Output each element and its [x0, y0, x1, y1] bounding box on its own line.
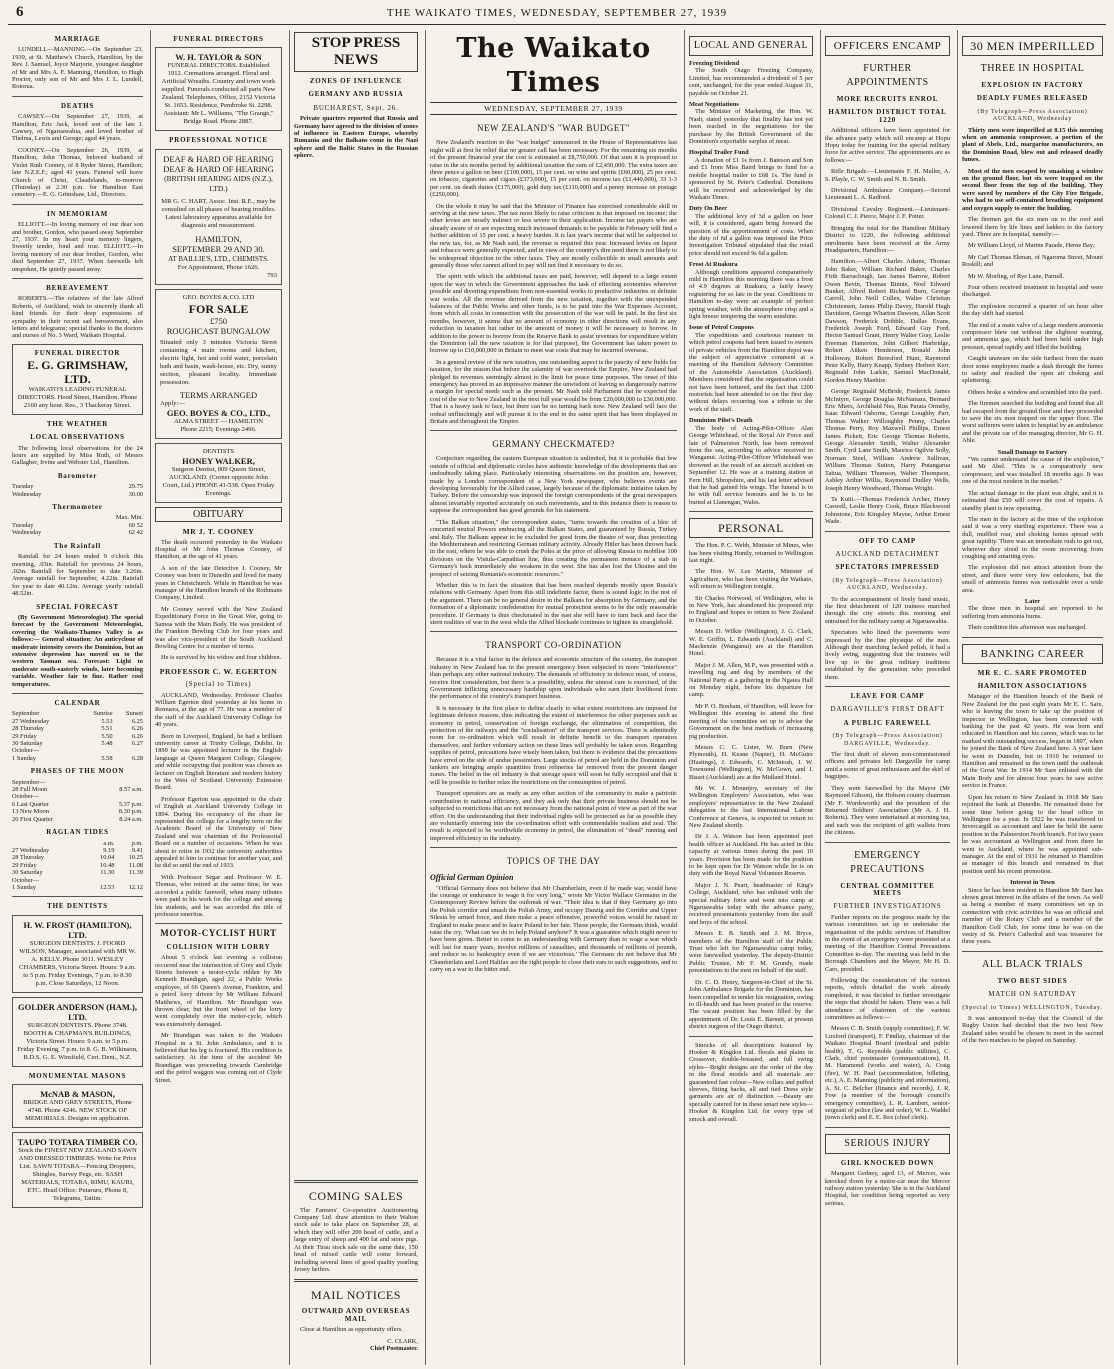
page-masthead	[8, 4, 1106, 25]
sale-address: ALMA STREET — HAMILTON	[173, 417, 264, 425]
tides-heading: RAGLAN TIDES	[46, 828, 109, 837]
moon-table	[12, 779, 143, 823]
page-number: 6	[16, 4, 24, 20]
table-row: October—	[12, 747, 39, 755]
taylor-name: W. H. TAYLOR & SON	[175, 52, 262, 63]
hearing-place: HAMILTON,	[195, 233, 242, 244]
editorial-paragraph: It is necessary in the first place to define clearly to what extent restrictions are imposed for legitimate defence reasons, thus indicating the extent of interference for other purposes such as economy in petrol, conservation of foreign exchange, the elimination of competition, the protection of the railways and the "socialisation" of the transport services. There is admittedly room for co-ordination which will result in definite benefit to the transport operators themselves, and further voluntary action on these lines will probably be taken soon. Regarding supplies of petrol, precautions have wisely been taken, but there is evidence that the precautions have erred on the side of undue pessimism. Large stocks of petrol are held in the Dominion and tankers are bringing ample quantities from refineries far removed from the present danger zones. The belief in the oil industry is that storage space will soon be fully occupied and that it will be possible to further relax the restrictions on the consumption of petrol.	[430, 704, 677, 786]
masons-ad	[12, 1084, 143, 1128]
thermometer-table	[12, 514, 143, 536]
victim-name: Mr William Lloyd, of Marine Parade, Herne Bay;	[968, 242, 1095, 250]
article-paragraph: Spectators who lined the pavements were impressed by the fine physique of the men. Although their marching lacked polish, it had a lively swing, suggesting that the trainees will live up to the great military traditions established by the generation who preceded them.	[825, 629, 950, 681]
stop-press-blank-space	[294, 164, 418, 1174]
barometer-table	[12, 483, 143, 498]
zones-subheading: GERMANY AND RUSSIA	[308, 90, 404, 99]
personal-item: The Hon. P. C. Webb, Minister of Mines, who has been visiting Huntly, returned to Wellington last night.	[689, 542, 813, 564]
hearing-venue: AT BAILLIE'S, LTD., CHEMISTS.	[168, 254, 269, 263]
walker-name: HONEY WALKER,	[182, 455, 255, 466]
article-paragraph: Additional officers have been appointed for the advance party which will encamp at Hopu Hopu today for training for the special military force for active service. The appointments are as follows:—	[825, 127, 950, 164]
dentist-name: H. W. FROST (HAMILTON), LTD.	[23, 919, 132, 940]
editorial-date: WEDNESDAY, SEPTEMBER 27, 1939	[430, 102, 677, 115]
dentist-name: GOLDER ANDERSON (HAM.), LTD.	[17, 1001, 137, 1022]
item-text: The expeditious and courteous manner in which petrol coupons had been issued to owners of private vehicles from the Hamilton depot was the subject of appreciative comment at a meeting of the Hamilton Advisory Committee of the Automobile Association (Auckland). Members considered that the organisation could not have been bettered, and the fact that 1200 motorists had been attended to on the first day without delays occurring was a tribute to the work of the staff.	[689, 331, 813, 413]
mail-heading: MAIL NOTICES	[311, 1288, 401, 1303]
dentist-text: SURGEON DENTISTS. J. FOORD WILSON, Manager, associated with MR W. A. KELLY. Phone 3011. WESLEY CHAMBERS, Victoria Street. Hours: 9 a.m. to 5 p.m. Friday Evenings, 7 p.m. to 8.30 p.m. Close Saturdays, 12 Noon.	[19, 939, 136, 987]
article-paragraph: Te Kuiti.—Thomas Frederick Archer, Henry Caswell, Leslie Henry Cook, Bruce Blackwood Johnstone, Eric Kingsley Mayne, Arthur Ernest Wade.	[825, 495, 950, 526]
motor-subheading: COLLISION WITH LORRY	[166, 942, 271, 951]
mail-signature-title: Chief Postmaster.	[369, 1344, 418, 1352]
marriage-notice: LUNDELL—MANNING.—On September 23, 1939, at St. Matthew's Church, Hamilton, by the Rev. J. Samuel, Joyce Marjorie, youngest daughter of Mr and Mrs A. F. Manning, Hamilton, to Hugh Proctor, only son of Mr and Mrs J. L. Lundell, Rotorua.	[12, 46, 143, 91]
committee-heading: CENTRAL COMMITTEE MEETS	[840, 881, 935, 897]
fumes-heading: DEADLY FUMES RELEASED	[976, 94, 1089, 103]
article-paragraph: Divisional Ambulance Company.—Second Lieutenant L. A. Radford.	[825, 187, 950, 202]
item-text: The South Otago Freezing Company, Limited, has recommended a dividend of 5 per cent, unchanged, for the year ended August 31, payable on October 21.	[689, 67, 813, 97]
sale-firm: GEO. BOYES & CO., LTD.,	[166, 407, 271, 418]
lead-paragraph: Thirty men were imperilled at 8.15 this morning when an ammonia compressor, a portion of the plant of Abels, Ltd., margarine manufacturers, on the Dominion Road, blew out and released deadly fumes.	[962, 126, 1103, 164]
hearing-dates: SEPTEMBER 29 AND 30.	[172, 243, 265, 254]
sale-type: ROUGHCAST BUNGALOW	[166, 325, 271, 336]
bereavement-notice: ROBERTS.—The relatives of the late Alfred Roberts, of Auckland, wish to sincerely thank all kind friends for their deep expressions of sympathy in their recent sad bereavement, also letters and telegrams; special thanks to the doctors and nurses of No. 3 Ward, Waikato Hospital.	[12, 295, 143, 340]
personal-item: Messrs C. C. Lister, W. Burn (New Plymouth), H. Keane (Napier), H. McGuire (Hastings), J. Edwards, C. McIntosh, J. W. Townsend (Wellington), W. McGown, and J. Bisset (Auckland) are at the Midland Hotel.	[689, 743, 813, 781]
personal-item: Major J. M. Allen, M.P., was presented with a travelling rug and dog by members of the National Party at a gathering in the Ngatea Hall on Monday night, before his departure for camp.	[689, 661, 813, 699]
table-row: 1 Sunday 12.53 12.12	[12, 883, 143, 891]
hearing-ref: 793	[267, 271, 277, 279]
memoriam-notice: ELLIOTT.—In loving memory of our dear son and brother, Gordon, who passed away September 27, 1937. In my heart your memory lingers, Sweetly tender, fond and true. ELLIOTT.—In loving memory of our dear brother, Gordon, who died September 27, 1937. When farewells left unspoken, He quietly passed away.	[12, 221, 143, 273]
forecast-text: (By Government Meteorologist) The special forecast by the Government Meteorologist, covering the Waikato-Thames Valley is as follows:— General situation: An anticyclone of moderate intensity covers the Dominion, but an extensive depression has moved on to the western Tasman sea. Forecast: Light to moderate south-easterly winds, later becoming variable. Weather fair to fine. Rather cool temperatures.	[12, 613, 143, 688]
sale-credit: GEO. BOYES & CO. LTD	[182, 293, 255, 301]
timber-text: Stock the FINEST NEW ZEALAND SAWN AND DRESSED TIMBERS. Write for Price List. SAWN TOTARA—Fencing Droppers, Shingles, Survey Pegs, etc. SASH MATERIALS, TOTARA, RIMU, KAURI, ETC. Head Office: Putaruru, Phone 8, Telegrams, Taitim.	[18, 1147, 137, 1203]
banking-heading: BANKING CAREER	[962, 644, 1103, 664]
hospital-heading: THREE IN HOSPITAL	[980, 63, 1085, 74]
item-text: A donation of £1 1s from J. Bateson and Son and £1 from Miss Baird brings to fund for a mobile hospital trailer to £68 1s. The fund is sponsored by St. Peter's Cathedral. Donations will be received and acknowledged by the Waikato Times.	[689, 156, 813, 201]
detachment-heading: AUCKLAND DETACHMENT	[835, 549, 940, 558]
weather-intro: The following local observations for the 24 hours are supplied by Miss Ruth, of Messrs Gallagher, Irvine and Webster Ltd., Hamilton.	[12, 444, 143, 467]
article-paragraph: Born in Liverpool, England, he had a brilliant university career at Trinity College, Dublin. In 1890 he was appointed lecturer in the English language at Queen Margaret College, Glasgow, and while occupying that position was chosen as lecturer on English literature and modern history to the West of Scotland University Extension Board.	[155, 732, 282, 792]
column-editorial	[425, 30, 681, 1365]
table-row: 30 Saturday 11.30 11.39	[12, 869, 143, 877]
article-paragraph: Mr Brandigan was taken to the Waikato Hospital in a St. John Ambulance, and it is believed that his leg is fractured. His condition is satisfactory. At the time of the accident Mr Brandigan was proceeding towards Cambridge and the petrol waggon was coming out of Clyde Street.	[155, 1032, 282, 1084]
article-paragraph: To the accompaniment of lively band music, the first detachment of 120 trainees marched through the city streets this morning and entrained for the military camp at Ngaruawahia.	[825, 595, 950, 625]
masons-heading: MONUMENTAL MASONS	[28, 1071, 127, 1080]
masons-text: BRIDGE AND GREY STREETS, Phone 4748. Phone 4246. NEW STOCK OF MEMORIALS. Designs on application.	[23, 1099, 132, 1123]
item-text: Although conditions appeared comparatively mild in Hamilton this morning there was a frost of 4.9 degrees at Ruakura, a fairly heavy registering for so late in the year. Conditions in Hamilton to-day were an example of perfect spring weather, with the atmosphere crisp and a light breeze tempering the warm sunshine.	[689, 268, 813, 320]
associations-heading: HAMILTON ASSOCIATIONS	[977, 682, 1088, 690]
item-heading: Hospital Trailer Fund	[689, 149, 749, 157]
calendar-heading: CALENDAR	[54, 699, 101, 707]
article-paragraph: Since he has been resident in Hamilton Mr Sare has shown great interest in the affairs of the town. As well as being a member of many committees set up in connection with civic activities he was an official and member of the Rotary Club and a member of the Hamilton Golf Club, for some time he was on the vestry of St. Peter's Cathedral and was treasurer for three years.	[962, 886, 1103, 946]
thermometer-heading: Thermometer	[52, 503, 103, 512]
hearing-line: DEAF & HARD OF HEARING	[163, 153, 274, 164]
article-paragraph: AUCKLAND, Wednesday. Professor Charles William Egerton died yesterday at his home in Remuera, at the age of 77. He was a member of the staff of the Auckland University College for 40 years.	[155, 691, 282, 729]
promoted-heading: MR E. C. SARE PROMOTED	[977, 668, 1088, 677]
article-paragraph: Manager of the Hamilton branch of the Bank of New Zealand for the past eight years Mr E. C. Sare, who is leaving the town to take up the position of inspector in Wellington, has been connected with banking for the past 42 years. He was born and educated in Hamilton and his career, which was to be marked with outstanding success, began in 1897, when he joined the Bank of New Zealand here. A year later he went to Dunedin, but in 1910 he returned to Hamilton and remained in the town until the outbreak of the Great War. In 1914 Mr Sare enlisted with the Main Body and for almost four years he saw active service in France.	[962, 693, 1103, 790]
article-paragraph: Caught unaware on the side furthest from the main door some employees made a dash through the fumes to safety and reached the open air choking and spluttering.	[962, 355, 1103, 385]
personal-item: Messrs E. B. Smith and J. M. Bryce, members of the Hamilton staff of the Public Trust who left for Ngaruawahia camp today, were farewelled yesterday. The deputy-District Public Trustee, Mr F. M. Grundy, made presentations to the men on behalf of the staff.	[689, 930, 813, 975]
personal-item: Dr. C. D. Henry, Surgeon-in-Chief of the St. John Ambulance Brigade for the Dominion, has been compelled to tender his resignation, owing to ill-health and has been posted to the reserve. The vacant position has been filled by the appointment of Dr. Louis E. Barnett, at present district surgeon of the Otago district.	[689, 978, 813, 1031]
hearing-ad	[155, 149, 282, 285]
dentist-ad	[12, 915, 143, 993]
article-paragraph: The firemen searched the building and found that all had escaped from the ground floor and they proceeded to save the six men trapped on the upper floor. The worst sufferers were taken to hospital by an ambulance and the private car of the managing director, Mr G. H. Able.	[962, 400, 1103, 445]
spectators-heading: SPECTATORS IMPRESSED	[835, 563, 940, 572]
camp-dateline: (By Telegraph—Press Association) AUCKLAND, Wednesday.	[832, 577, 943, 592]
editorial-paragraph: The spirit with which the additional taxes are paid, however, will depend to a large extent upon the way in which the Government approaches the task of effecting economies wherever possible and diverting expenditure from non-essential works to productive industries or definite war works. All the revenue derived from the new taxation, together with the unexpended balances of the Public Works and other funds, is to be paid into the War Expenses Account, from which all costs in connection with the prosecution of the war will be paid. In the first six months, however, it seems that no amount of economy in other directions will result in any reduction in taxation but rather in the amount of money it will be necessary to borrow. In addition to the power to borrow from the Reserve Bank to assist revenues for expenditure within the Dominion (all the new taxation is for that purpose), the Government has taken power to borrow up to £10,000,000 in Britain to meet war costs that may be incurred overseas.	[430, 273, 677, 355]
advertisement-text: Smocks of all descriptions featured by Hooker & Kingdon Ltd. florals and plains in Crossover, double-breasted, and full swing styles—Bright designs are the order of the day in the floral models and all materials are guaranteed fast colour—New collars and puffed sleeves, fitting backs, all and tied Dress style garments are air of distinction —Beauty are specially catered for in these smart new styles—Hooker & Kingdon Ltd. for every type of smock and overall.	[689, 1041, 813, 1123]
table-row: 13 New Moon 8.30 p.m.	[12, 808, 143, 816]
article-paragraph: Four others received treatment in hospital and were discharged.	[962, 283, 1103, 299]
table-row: 6 Last Quarter 5.37 p.m.	[12, 800, 143, 808]
editorial-paragraph: New Zealand's reaction to the "war budget" announced in the House of Representatives last night will at first be relief that no greater call has been necessary. For the remaining six months of the present financial year the cost is estimated at £8,750,000. Of that sum it is proposed to raise in the six months period by additional taxation the sum of £2,450,000. The extra taxes are three pence a gallon on beer (£100,000), 15 per cent. on wine and spirits (£60,000), 25 per cent. on tobacco, cigarettes and cigars (£373,000), 15 per cent. on income tax (£1,440,000), 33 1-3 per cent. on death duties (£175,000), gold duty tax (£110,000) and a penny increase on postage (£250,000).	[430, 139, 677, 199]
article-paragraph: The firemen got the six men on to the roof and lowered them by life lines and ladders to the factory yard. Three are in hospital, namely:—	[962, 216, 1103, 238]
table-row: 30 Saturday 5.48 6.27	[12, 740, 143, 748]
transport-heading: TRANSPORT CO-ORDINATION	[485, 640, 622, 651]
article-paragraph: A son of the late Detective J. Cooney, Mr Cooney was born in Dunedin and lived for many years in Christchurch. While in Hamilton he was manager of the Hamilton branch of the Rothmans Company, Limited.	[155, 564, 282, 602]
article-paragraph: Further reports on the progress made by the various committees set up to undertake the organisation of the public services of Hamilton in the event of an emergency were presented at a meeting of the Hamilton Central Precautions Committee to-day. The meeting was held in the Borough Chambers and the Mayor, Mr H. D. Caro, presided.	[825, 913, 950, 973]
dentists-heading: THE DENTISTS	[47, 902, 108, 911]
table-row: Max. Min.	[115, 514, 143, 522]
column-local-general	[684, 30, 817, 1365]
girl-heading: GIRL KNOCKED DOWN	[840, 1158, 935, 1167]
explosion-heading: EXPLOSION IN FACTORY	[981, 81, 1084, 89]
editorial-paragraph: Transport operators are as ready as any other section of the community to make a patriotic contribution to national efficiency, and they ask only that their private business should not be subjected to restrictions that are not necessary from the national point of view as part of the war effort. On the understanding that their individual rights will be protected as far as possible they are voluntarily entering into the co-ordination effort with commendable realism and zeal. The result is expected to be worthwhile economy in petrol, the elimination of "dead" running and improved efficiency in the industry.	[430, 790, 677, 842]
personal-item: Major J. N. Peart, headmaster of King's College, Auckland, who has enlisted with the special military force and went into camp at Ngaruawahia today with the advance party, received presentations yesterday from the staff and boys of the school.	[689, 881, 813, 926]
personal-heading: PERSONAL	[689, 518, 813, 538]
item-text: The additional levy of 3d a gallon on beer will, it is considered, again bring forward the question of the apportionment of costs. When the duty of 6d a gallon was imposed the Price Investigation Tribunal stipulated that the retail price should not exceed 9s 6d a gallon.	[689, 212, 813, 257]
barometer-heading: Barometer	[57, 471, 98, 480]
checkmated-heading: GERMANY CHECKMATED?	[492, 439, 615, 450]
article-paragraph: Most of the men escaped by smashing a window on the ground floor, but six were trapped on the second floor from the top of the building. They were saved by members of the City Fire Brigade, who had to use self-contained breathing equipment and oxygen supply to enter the building.	[962, 167, 1103, 212]
table-row: October—	[12, 793, 39, 801]
death-notice: CAWSEY.—On September 27, 1939, at Hamilton, Eric Jack, loved son of the late J. Cawsey, of Ngaruawahia, and loved brother of Thelma, Lewis and George; aged 44 years.	[12, 113, 143, 143]
investigations-heading: FURTHER INVESTIGATIONS	[833, 902, 942, 911]
victim-name: Mr Carl Thomas Ekman, of Ngaroma Street, Mount Roskill; and	[962, 253, 1103, 269]
memoriam-heading: IN MEMORIAM	[46, 209, 109, 218]
forecast-heading: SPECIAL FORECAST	[36, 602, 119, 611]
explosion-dateline: (By Telegraph—Press Association) AUCKLAND, Wednesday	[977, 108, 1088, 123]
article-paragraph: "We cannot understand the cause of the explosion," said Mr Abel. "This is a comparatively new compressor, and was installed 18 months ago. It was one of the most modern in the market."	[962, 456, 1103, 486]
item-heading: Duty On Beer	[689, 205, 727, 213]
running-header: THE WAIKATO TIMES, WEDNESDAY, SEPTEMBER 27, 1939	[386, 7, 728, 19]
dentist-text: SURGEON DENTISTS. Phone 3748. BOOTH & CHAPMAN'S BUILDINGS, Victoria Street. Hours: 9 a.m. to 5 p.m. Friday Evening, 7 p.m. to 8. G. B. Wilkinson, B.D.S. G. E. Winsfield, Cert. Dent., N.Z.	[17, 1021, 138, 1061]
table-row: 27 Wednesday 9.19 9.41	[12, 846, 143, 854]
funeral-director-ad	[12, 344, 143, 415]
table-row: 28 Thursday 5.51 6.26	[12, 725, 143, 733]
moon-heading: PHASES OF THE MOON	[30, 767, 125, 776]
motor-heading: MOTOR-CYCLIST HURT	[160, 928, 277, 939]
article-paragraph: About 5 o'clock last evening a collision occurred near the intersection of Grey and Clyde Streets between a motor-cycle ridden by Mr Kenneth Brandigan, aged 22, a Public Works employee, of 66 Queen's Avenue, Frankton, and a petrol lorry driven by Mr William Edward Matthews, of Hamilton. Mr Brandigan was thrown clear, but the front wheel of the lorry went completely over the motor-cycle, which was extensively damaged.	[155, 954, 282, 1028]
mail-subheading: OUTWARD AND OVERSEAS MAIL	[301, 1307, 411, 1323]
article-paragraph: Their condition this afternoon was unchanged.	[968, 624, 1087, 632]
personal-item: Sir Charles Norwood, of Wellington, who is in New York, has abandoned his proposed trip to England and hopes to return to New Zealand in October.	[689, 594, 813, 624]
editorial-paragraph: Because it is a vital factor in the defence and economic structure of the country, the transport industry in New Zealand has in the present emergency been subjected to more "interference" than perhaps any other national industry. The demands of efficiency in defence must, of course, receive first consideration, but there is a possibility, unless the utmost care is exercised, of the Government inflicting unnecessary hardship upon individuals who earn their livelihood from the performance of the country's transport business.	[430, 656, 677, 701]
emergency-heading: EMERGENCY PRECAUTIONS	[850, 849, 925, 875]
zones-heading: ZONES OF INFLUENCE	[309, 77, 403, 85]
article-paragraph: Margaret Gedney, aged 13, of Mercer, was knocked down by a motor-car near the Mercer railway station yesterday. She is in the Auckland Hospital, her condition being reported as very serious.	[825, 1170, 950, 1207]
table-row: 27 Wednesday 5.53 6.25	[12, 717, 143, 725]
farewell-heading: A PUBLIC FAREWELL	[843, 718, 932, 727]
article-paragraph: The explosion did not attract attention from the street, and there were very few onlookers, but the smell of ammonia fumes was noticeable over a wide area.	[962, 564, 1103, 594]
article-paragraph: Divisional Cavalry Regiment.—Lieutenant-Colonel C. J. Pierce, Major J. F. Potter.	[825, 205, 950, 221]
hearing-line: DEAF & HARD OF HEARING	[163, 163, 274, 174]
column-notices	[8, 30, 147, 1365]
sale-ad	[155, 289, 282, 439]
rainfall-text: Rainfall for 24 hours ended 9 o'clock this morning, .03in. Rainfall for previous 24 hours, .02in. Rainfall for September to date 3.26in. Average rainfall for September, 4.22in. Rainfall for year to date 40.12in. Average yearly rainfall 48.52in.	[12, 553, 143, 598]
mail-text: Close at Hamilton as opportunity offers.	[300, 1326, 403, 1334]
appointments-heading: FURTHER APPOINTMENTS	[846, 63, 929, 88]
trials-match: MATCH ON SATURDAY	[988, 990, 1077, 999]
table-row: Wednesday 30.00	[12, 490, 143, 498]
item-heading: Dominion Pilot's Death	[689, 417, 753, 425]
table-row: 1 Sunday 5.58 6.28	[12, 754, 143, 762]
later-heading: Later	[1024, 597, 1041, 605]
funeral-director-heading: FUNERAL DIRECTOR	[34, 348, 121, 357]
trials-subheading: TWO BEST SIDES	[997, 976, 1068, 985]
cooney-heading: MR J. T. COONEY	[182, 527, 255, 537]
editorial-paragraph: "Official Germany does not believe that Mr Chamberlain, even if he made war, would have the courage or endurance to wage it for very long," wrote Mr Victor Wallace Germains in the Contemporary Review before the outbreak of war. "Their idea is that if they Germany go into the Polish corridor and smash the Polish Army, and occupy Danzig and the Corridor and Upper Silesia by armed force, and then make a peace offensive, powerful voices would be raised in England to make peace and to leave Poland to her fate. These people, the Germans think, would raise the cry, 'What can we do to help Poland anyhow?' It was a guarantee which ought never to have been given. Better to come to an understanding with Germany than to wage a war which will last for many years, involve millions of casualties, and thousands of millions of pounds, and reduce us to bankruptcy even if we are victorious.' The Germans do not believe that Mr Chamberlain and Lord Halifax are the right people to close their ears to such suggestions, and to carry on a war to the bitter end.	[430, 884, 677, 973]
calendar-table	[12, 710, 143, 762]
personal-item: Mr W. J. Mountjoy, secretary of the Wellington Employers' Association, who was employers' representative in the New Zealand delegation to the last International Labour Conference at Geneva, is expected to return to New Zealand shortly.	[689, 784, 813, 829]
item-heading: Issue of Petrol Coupons	[689, 324, 754, 332]
sale-price: £750	[210, 315, 227, 326]
table-row: September Sunrise Sunset	[12, 710, 143, 718]
sales-text: The Farmers' Co-operative Auctioneering Company Ltd. draw attention to their Walton stock sale to take place on September 28, at which they will offer 200 head of cattle, and a large entry of sheep and 400 fat and store pigs. At their Tirau stock sale on the same date, 150 head of mixed cattle will come forward, including several lines of good quality yearling Jersey heifers.	[294, 1206, 418, 1273]
budget-heading: NEW ZEALAND'S "WAR BUDGET"	[476, 123, 631, 134]
deaths-heading: DEATHS	[60, 101, 95, 110]
table-row: Wednesday 62 42	[12, 529, 143, 537]
sale-apply: Apply:—	[160, 399, 185, 407]
editorial-paragraph: In a general review of the new taxation, one outstanding aspect is the paucity of new fields for taxation, for the reason that before the calamity of war overtook the Empire, New Zealand had pledged its revenues seemingly almost to the limit for peace time purposes. The onset of this emergency has proved in an impressive manner the unwisdom of leaving so dangerously narrow a margin for special needs such as the present. Mr Nash told Parliament that he expected the cost of the war to New Zealand in the next full year would be from £20,000,000 to £30,000,000. That is a heavy task to face, but there can be no turning back now. New Zealand will face the ordeal unflinchingly and will pursue it to the end in the same spirit that has been displayed in Britain and throughout the Empire.	[430, 358, 677, 426]
rainfall-heading: The Rainfall	[53, 541, 102, 550]
item-heading: Meat Negotiations	[689, 101, 739, 109]
table-row: October—	[12, 876, 39, 884]
weather-heading: THE WEATHER	[46, 419, 109, 428]
item-heading: Frost At Ruakura	[689, 261, 738, 269]
article-paragraph: The actual damage to the plant was slight, and it is estimated that £50 will cover the cost of repairs. A standby plant is now operating.	[962, 489, 1103, 512]
coming-sales-heading: COMING SALES	[308, 1188, 404, 1203]
column-advertisements	[150, 30, 286, 1365]
article-paragraph: Messrs C. B. Smith (supply committee), F. W. Luxford (transport), F. Findlay, chairman of the Waikato Hospital Board (medical and public health), T. G. Reynolds (public utilities), C. Clark, chief postmaster (communications), H. M. Hammond (works and water), A. Craig (fire), W. H. Paul (accommodation, billeting, etc.), A. E. Manning (publicity and information), A. St. C. Belcher (finance and records), J. R. Fow (a member of the borough council's emergency committee), L. R. Lambert, senior-sergeant of police (law and order), W. L. Waddel (town clerk) and E. E. Rex (chief clerk).	[825, 1025, 950, 1122]
injury-heading: SERIOUS INJURY	[825, 1134, 950, 1154]
article-paragraph: Hamilton.—Albert Charles Adams, Thomas John Baker, William Richard Baker, Charles Firth Barraclough, Ian James Barrow, Robert Owen Bevin, Thomas Binnie, Noel Edward Bunker, Alfred Robert Richard Burn, George Carroll, John Neill Cullen, Walter Christian Christensen, James Philip Davey, Harold Hugh Davidson, George Wharton Dawson, Allan Scott Dawson, Frederick Dribble, Dallas Evans, Frederick Joseph Ford, Edward Guy Ford, Hector Samuel Grant, Henry Walter Gray, Leslie Freeman Hamerton, John Gilbert Harbridge, Robert Aitken Henderson, Ronald John Holloway, Robert Beresford Hunt, Raymond Peter Kelly, Harry Knapp, Sydney Herbert Kerr, Reginald John Larkin, Samuel MacDonald, Gordon Henry Manhire.	[825, 258, 950, 384]
officers-heading: OFFICERS ENCAMP	[825, 36, 950, 56]
camp-heading: OFF TO CAMP	[859, 536, 916, 545]
funeral-heading: FUNERAL DIRECTORS	[173, 35, 264, 43]
walker-ad	[155, 443, 282, 503]
death-notice: COONEY.—On September 26, 1939, at Hamilton, John Thomas, beloved husband of Violet Ruth Cooney, of 8 Ryder Street, Hamilton; late N.Z.E.F.; aged 41 years. Funeral will leave Church of Christ, Claudelands, to-morrow (Thursday) at 2.30 p.m. for Hamilton East cemetery.—E. G. Grimshaw, Ltd., Directors.	[12, 146, 143, 199]
article-paragraph: Others broke a window and scrambled into the yard.	[968, 388, 1102, 396]
stop-press-heading: STOP PRESS NEWS	[294, 32, 418, 72]
editorial-paragraph: Whether this is in fact the situation that has been reached depends mostly upon Russia's relations with Germany. Apart from this still indefinite factor, there is sound logic in the rest of the argument. There can be no general desire in the Balkans for absorption by Germany, and the formation of a diplomatic confederation for mutual protection seems to be the only reasonable procedure. If Germany is thus checkmated in the east she will have to turn back and face the stern realities of war in the west while the Allied blockade continues to tighten its stranglehold.	[430, 581, 677, 626]
editorial-paragraph: Conjecture regarding the eastern European situation is unlimited, but it is probable that few outside of official and diplomatic circles have authentic knowledge of the developments that are undoubtedly taking place. Particularly interesting observations on the position are, however, made by a London correspondent of a New York newspaper, who believes events are developing favourably for the Allied cause, largely because of the diplomatic initiative taken by Turkey. Before the censorship was imposed the foreign correspondents of the great newspapers almost invariably reported accurately on such movements, and in this instance there is reason to suppose the correspondent has good grounds for his statement.	[430, 455, 677, 515]
sale-heading: FOR SALE	[188, 301, 249, 316]
table-row: Tuesday 60 52	[12, 521, 143, 529]
item-heading: Freezing Dividend	[689, 60, 740, 67]
article-paragraph: It was announced to-day that the Council of the Rugby Union had decided that the two best New Zealand sides would be chosen to meet in the second of the two matches to be played on Saturday.	[962, 1015, 1103, 1045]
article-paragraph: The three men in hospital are reported to be suffering from ammonia burns.	[962, 605, 1103, 620]
table-row: 29 Friday 5.50 6.26	[12, 732, 143, 740]
sale-terms: TERMS ARRANGED	[179, 389, 258, 400]
topics-subheading: Official German Opinion	[430, 873, 514, 883]
sale-phone: Phone 2215; Evenings 2496.	[180, 425, 257, 433]
column-explosion	[957, 30, 1107, 1365]
hearing-sub: (BRITISH HEARING AIDS (N.Z.), LTD.)	[164, 173, 273, 193]
table-row: a.m. p.m.	[103, 839, 143, 847]
timber-ad	[12, 1132, 143, 1208]
article-paragraph: The death occurred yesterday in the Waikato Hospital of Mr John Thomas Cooney, of Hamilton, at the age of 41 years.	[155, 538, 282, 561]
timber-name: TAUPO TOTARA TIMBER CO.	[17, 1137, 138, 1148]
local-heading: LOCAL AND GENERAL	[689, 36, 813, 56]
table-row: 28 Thursday 10.04 10.25	[12, 854, 143, 862]
total-heading: HAMILTON DISTRICT TOTAL 1220	[828, 108, 947, 124]
small-damage-heading: Small Damage to Factory	[997, 448, 1068, 456]
article-paragraph: Professor Egerton was appointed to the chair of English at Auckland University College in 1894. During his occupancy of the chair he represented the college for a lengthy term on the Academic Board of the University of New Zealand and was chairman of the Professorial Board on a number of occasions. When he was about to retire in 1932 the university authorities appealed to him to continue for another year, and he did so until the end of 1933.	[155, 795, 282, 870]
article-paragraph: Bringing the total for the Hamilton Military District to 1220, the following additional enrolments have been received at the Army Headquarters, Hamilton:—	[825, 224, 950, 254]
table-row: 28 Full Moon 8.57 a.m.	[12, 786, 143, 794]
leave-heading: LEAVE FOR CAMP	[850, 692, 925, 701]
article-paragraph: The explosion occurred a quarter of an hour after the day shift had started.	[962, 302, 1103, 318]
item-text: The Minister of Marketing, the Hon. W. Nash, stated yesterday that finality has not yet been reached in the negotiations for the purchase by the British Government of the Dominion's exportable surplus of meat.	[689, 108, 813, 146]
trials-heading: ALL BLACK TRIALS	[982, 958, 1083, 970]
table-row: 29 Friday 10.48 11.08	[12, 861, 143, 869]
article-paragraph: The first draft of eleven non-commissioned officers and privates left Dargaville for camp amid a scene of great enthusiasm and the skirl of bagpipes.	[825, 751, 950, 781]
enrol-heading: MORE RECRUITS ENROL	[836, 95, 939, 103]
mail-signature: C. CLARK,	[387, 1337, 418, 1345]
trials-dateline: (Special to Times) WELLINGTON, Tuesday.	[962, 1004, 1103, 1011]
item-text: The body of Acting-Pilot-Officer Alan George Whitehead, of the Royal Air Force and late of Palmerston North, has been removed from the sea, according to advice received in Wanganui. Acting-Pilot-Officer Whitehead was drowned as the result of an aircraft accident on September 12. He was at a training station at Fern Hill, Shropshire, and his last letter advised that he had gained his wings. The funeral is to be with full service honours and he is to be buried at Llanengan, Wales.	[689, 424, 813, 506]
professional-heading: PROFESSIONAL NOTICE	[169, 136, 268, 145]
egerton-special: (Special to Times)	[185, 680, 252, 689]
zones-dateline: BUCHAREST, Sept. 26.	[313, 103, 399, 112]
table-row: Tuesday 29.75	[12, 483, 143, 491]
hearing-appointment: For Appointment, Phone 1626.	[177, 263, 260, 271]
weather-subheading: LOCAL OBSERVATIONS	[30, 433, 125, 442]
newspaper-title: The Waikato Times	[456, 33, 651, 98]
article-paragraph: George Reginald McBride, Frederick James McIntyre, George Douglas McNamara, Bernard Eric Miers, Archibald Nes, Rua Parata Ormsby, Isaac Edward Osborne, George Loughby Parr, Thomas Walker Willoughby Penny, Charles Thomas Perry, Roy Maxwell Phillips, Ernest James Pickett, Eric George Thomas Roberts, George Alexander Smith, Walter Alexander Smith, Cyril Lane Smith, Maurice Ogilvie Solly, Norman Steel, William Andrew Sullivan, William Thomas Sutton, Harry Putangarua Taitua, William Thomson, Walter Thompson, Ashley Arthur Willis, Raymond Dudley Wells, Joseph Henry Woodward, Thomas Wright.	[825, 388, 950, 492]
bereavement-heading: BEREAVEMENT	[46, 283, 109, 292]
masons-name: McNAB & MASON,	[40, 1089, 115, 1100]
interest-heading: Interest in Town	[1010, 879, 1055, 887]
article-paragraph: Rifle Brigade.—Lieutenants F. H. Muller, A. S. Playle, C. W. Smith and N. B. Smith.	[825, 168, 950, 183]
walker-heading: DENTISTS	[202, 447, 235, 455]
table-row: 20 First Quarter 8.24 a.m.	[12, 815, 143, 823]
article-paragraph: They were farewelled by the Mayor (Mr Raymond Gibson), the Hobson county chairman (Mr F. Wordsworth) and the president of the Returned Soldiers' Association (Mr A. J. H. Roberts). They were entertained at morning tea, and each was the recipient of gift wallets from the citizens.	[825, 784, 950, 837]
article-paragraph: The men in the factory at the time of the explosion said it was a very startling experience. There was a dull, muffled roar, and choking fumes spread with great rapidity. There was an immediate rush to get out, wherever they stood in the room recovering from coughing and smarting eyes.	[962, 515, 1103, 560]
table-row: September—	[12, 778, 46, 786]
personal-item: Dr J. A. Watson has been appointed port health officer at Auckland. He has acted in this capacity at various times during the past 10 years. Provision has been made for the position to be kept open for Dr Watson while he is on duty with the Royal Naval Volunteer Reserve.	[689, 833, 813, 878]
walker-text: Surgeon Dentist, 809 Queen Street, AUCKLAND. (Corner opposite John Court, Ltd.) PHONE 41-538. Open Friday Evenings.	[162, 465, 275, 497]
column-officers	[820, 30, 954, 1365]
personal-item: The Hon. W. Lee Martin, Minister of Agriculture, who has been visiting the Waikato, will return to Wellington tonight.	[689, 568, 813, 591]
egerton-heading: PROFESSOR C. W. EGERTON	[159, 666, 278, 676]
editorial-paragraph: On the whole it may be said that the Minister of Finance has exercised considerable skill in arriving at the new taxes. The tax most likely to raise criticism is that imposed on income; the other levies are mostly indirect or less severe in their application. Income tax payers who are already aware of or are expecting much increased demands to be payable in February will find a further addition of 15 per cent. a heavy burden. It is last year's income that will be subjected to the new tax, for, as Mr Nash said, the revenue is required this year. Increased levies on liquor and tobacco were generally expected, and in view of the country's dire need there is not likely to be widespread objection to the other taxes. They are mostly collectible in small amounts and generally those who cannot afford to pay will not find it necessary to do so.	[430, 202, 677, 269]
zones-text: Private quarters reported that Russia and Germany have agreed to the division of zones of influence in Eastern Europe, whereby Rumania and the Balkans come in the Nazi sphere and the Baltic States in the Russian sphere.	[294, 115, 418, 160]
marriage-heading: MARRIAGE	[54, 35, 101, 43]
tides-table	[12, 840, 143, 892]
personal-item: Messrs D. Wilkie (Wellington), J. G. Clark, W. E. Griffin, L. Edwards (Auckland) and C. Mackenzie (Wanganui) are at the Hamilton Hotel.	[689, 628, 813, 658]
funeral-director-name: E. G. GRIMSHAW, LTD.	[27, 357, 128, 386]
victim-name: Mr W. Morling, of Rye Lane, Parnell.	[968, 272, 1065, 280]
article-paragraph: Following the consideration of the various reports, which detailed the work already completed, it was decided to further investigate the steps that should be taken. There was a full attendance of chairmen of the various committees as follows:—	[825, 977, 950, 1022]
imperilled-heading: 30 MEN IMPERILLED	[962, 36, 1103, 56]
personal-item: Mr P. O. Bonham, of Hamilton, will leave for Wellington this evening to attend the first meeting of the committee set up to advise the Government on the best methods of increasing pig production.	[689, 702, 813, 740]
editorial-paragraph: "The Balkan situation," the correspondent states, "turns towards the creation of a bloc of concerted neutral Powers embracing all the Balkan States, and guaranteed by Russia, Turkey and Italy. The Balkans appear to be excluded for good from the theatre of war, thus protecting the Mediterranean and restricting German military activity. Already Hitler has been thrown back in the east, where he was able to crush the Poles at the price of allowing Russia to mobilise 100 divisions on the Vistula-Carpathian line, thus creating the permanent menace of a stab in Germany's back immediately she weakens in the west. She has also lost the Ukraine and the prospect of seizing Rumania's economic resources."	[430, 518, 677, 578]
column-stop-press	[289, 30, 422, 1365]
taylor-ad	[155, 47, 282, 131]
article-paragraph: The end of a main valve of a large modern ammonia compressor blew out without the slightest warning, and ammonia gas, which had been held under high pressure, spread rapidly and filled the building.	[962, 321, 1103, 351]
hearing-text: MR G. C. HART, Assoc. Inst. R.E., may be consulted on all phases of hearing troubles. Latest laboratory apparatus available for diagnosis and measurement.	[161, 197, 276, 229]
farewell-dateline: (By Telegraph—Press Association) DARGAVILLE, Wednesday.	[832, 733, 943, 747]
funeral-director-text: WAIKATO'S LEADING FUNERAL DIRECTORS. Hood Street, Hamilton. Phone 2160 any hour. Res., 3 Thackeray Street.	[17, 385, 138, 409]
article-paragraph: He is survived by his widow and four children.	[161, 654, 282, 662]
draft-heading: DARGAVILLE'S FIRST DRAFT	[830, 705, 945, 714]
article-paragraph: Upon his return to New Zealand in 1918 Mr Sare rejoined the bank at Dunedin. He remained there for some time before going to the head office in Wellington for a year. In 1922 he was transferred to Invercargill as accountant and later he held the same position in the Palmerston North branch. For two years he was accountant at Wellington and from there he went to Auckland, where he was appointed sub-manager. At the end of 1931 he returned to Hamilton as manager of this branch and remained in that position until his recent promotion.	[962, 793, 1103, 875]
article-paragraph: With Professor Segar and Professor W. E. Thomas, who retired at the same time, he was accorded a public farewell, when many tributes were paid to his work for the college and among his students, and he was accorded the title of professor emeritus.	[155, 873, 282, 918]
article-paragraph: Mr Cooney served with the New Zealand Expeditionary Force in the Great War, going to Samoa with the Main Body. He was president of the Frankton Bowling Club for four years and was also vice-president of the South Auckland Bowling Centre for a number of terms.	[155, 605, 282, 650]
taylor-text: FUNERAL DIRECTORS. Established 1912. Cremations arranged. Floral and Artificial Wreaths. Country and town work supplied. Funerals conducted all parts New Zealand. Telephones, Office, 2152 Victoria St. 1653. Residence, Pembroke St. 2298. Assistant: Mr L. Williams, "The Grange," Bridge Road. Phone 2887.	[161, 62, 276, 126]
sale-text: Situated only 3 minutes Victoria Street containing 4 main rooms and kitchen, electric light, hot and cold water, porcelain bath and basin, wash-house, etc. Dry, sunny section, pleasant locality. Immediate possession.	[160, 338, 277, 386]
dentist-ad	[12, 997, 143, 1067]
obituary-heading: OBITUARY	[155, 507, 282, 522]
topics-heading: TOPICS OF THE DAY	[506, 856, 601, 867]
